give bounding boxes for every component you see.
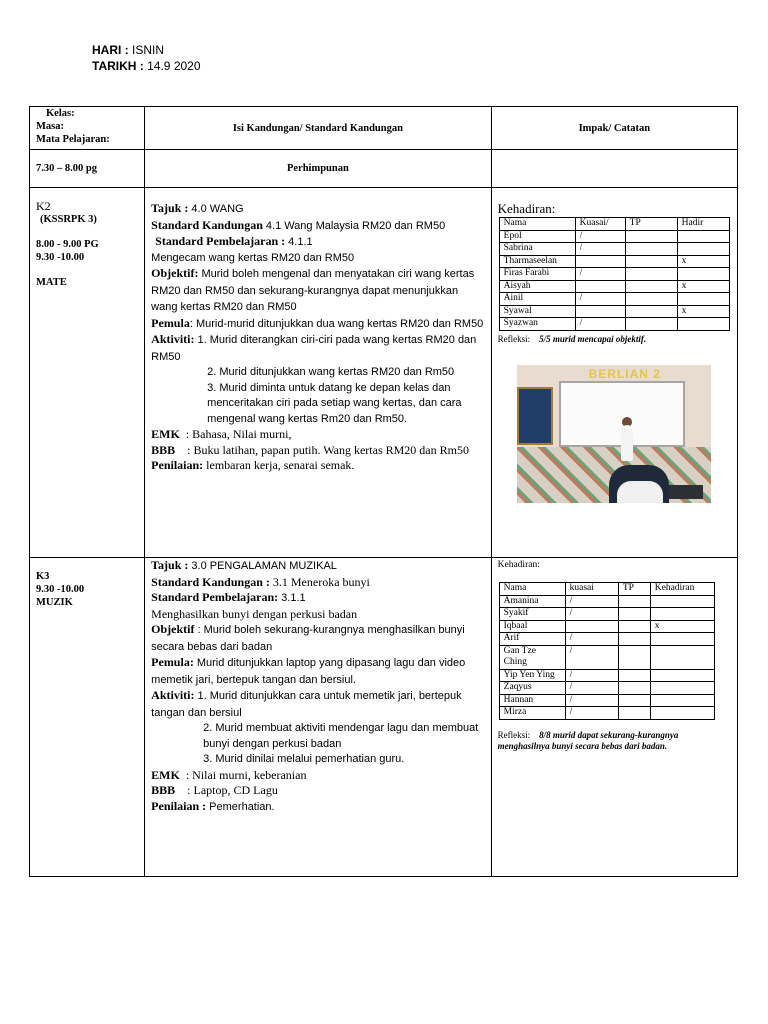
att-name: Syazwan — [499, 318, 575, 331]
k3-aktiviti-3: 3. Murid dinilai melalui pemerhatian guru. — [203, 753, 405, 765]
att-header-kuasai: Kuasai/ — [575, 218, 625, 231]
attendance-row — [499, 230, 729, 243]
k3-aktiviti-label: Aktiviti: — [151, 688, 195, 702]
k2-emk-label: EMK — [151, 427, 180, 441]
k3-sp-label: Standard Pembelajaran: — [151, 590, 279, 604]
att-name: Aisyah — [499, 280, 575, 293]
att-tp — [625, 243, 677, 256]
k3-aktiviti-2: 2. Murid membuat aktiviti mendengar lagu dan membuat bunyi dengan perkusi badan — [203, 722, 479, 750]
k3-impact-cell — [491, 558, 737, 877]
att-name: Iqbaal — [499, 620, 565, 633]
k3-pemula: Murid ditunjukkan laptop yang dipasang lagu dan video memetik jari, bertepuk tangan dan bersiul. — [151, 657, 466, 686]
attendance-row — [499, 293, 729, 306]
hari-line — [92, 43, 164, 57]
attendance-row — [499, 280, 729, 293]
att-header-kuasai: kuasai — [565, 583, 618, 596]
att-tp — [618, 682, 650, 695]
lesson-plan-table — [29, 106, 738, 877]
attendance-row — [499, 595, 714, 608]
k2-sk-code: 4.1 — [265, 219, 282, 232]
attendance-row — [499, 645, 714, 669]
att-name: Amanina — [499, 595, 565, 608]
k2-penilaian-label: Penilaian: — [151, 458, 204, 472]
k3-subject: MUZIK — [36, 597, 73, 608]
att-tp — [625, 255, 677, 268]
header-isi-kandungan: Isi Kandungan/ Standard Kandungan — [232, 122, 403, 134]
att-name: Tharmaseelan — [499, 255, 575, 268]
k2-sp-label: Standard Pembelajaran : — [155, 234, 286, 248]
photo-banner: BERLIAN 2 — [588, 366, 661, 381]
k2-sk-label: Standard Kandungan — [151, 217, 263, 232]
attendance-row — [499, 243, 729, 256]
k2-bbb: : Buku latihan, papan putih. Wang kertas RM20 dan Rm50 — [187, 442, 469, 457]
att-hadir — [677, 268, 729, 281]
k2-pemula: : Murid-murid ditunjukkan dua wang kertas RM20 dan RM50 — [189, 317, 484, 330]
attendance-row — [499, 669, 714, 682]
att-kuasai — [575, 305, 625, 318]
k3-class: K3 — [36, 571, 50, 582]
k2-penilaian: lembaran kerja, senarai semak. — [206, 458, 355, 472]
att-tp — [618, 669, 650, 682]
att-hadir — [677, 243, 729, 256]
att-hadir — [650, 707, 714, 720]
att-name: Hannan — [499, 694, 565, 707]
att-hadir — [650, 682, 714, 695]
att-kuasai — [575, 255, 625, 268]
assembly-time: 7.30 – 8.00 pg — [36, 163, 97, 174]
tarikh-value: 14.9 2020 — [147, 59, 201, 73]
k3-sk-text: 3.1 Meneroka bunyi — [272, 574, 370, 589]
att-name: Epol — [499, 230, 575, 243]
att-hadir: x — [677, 255, 729, 268]
k3-kehadiran-label: Kehadiran: — [497, 560, 540, 570]
att-tp — [618, 620, 650, 633]
k2-content-cell — [145, 188, 491, 558]
attendance-header-row — [499, 583, 714, 596]
hari-value: ISNIN — [132, 43, 165, 57]
k2-sk-text: Wang Malaysia RM20 dan RM50 — [284, 219, 446, 232]
att-name: Firas Farabi — [499, 268, 575, 281]
header-col-impact — [491, 107, 737, 150]
k2-program: (KSSRPK 3) — [40, 214, 97, 225]
att-kuasai: / — [575, 293, 625, 306]
att-hadir — [677, 293, 729, 306]
k3-class-cell — [30, 558, 145, 877]
attendance-row — [499, 620, 714, 633]
k2-impact-cell — [491, 188, 737, 558]
k3-refleksi-text: 8/8 murid dapat sekurang-kurangnya menghasilnya bunyi secara bebas dari badan. — [497, 729, 679, 751]
att-hadir — [650, 595, 714, 608]
att-name: Gan Tze Ching — [499, 645, 565, 669]
att-kuasai: / — [565, 669, 618, 682]
attendance-row — [499, 633, 714, 646]
att-tp — [618, 608, 650, 621]
k3-tajuk: 3.0 PENGALAMAN MUZIKAL — [191, 560, 337, 572]
k2-attendance-table — [499, 217, 730, 331]
k3-penilaian-label: Penilaian : — [151, 798, 207, 813]
att-name: Zaqyus — [499, 682, 565, 695]
att-hadir: x — [677, 280, 729, 293]
attendance-row — [499, 608, 714, 621]
attendance-row — [499, 305, 729, 318]
k2-pemula-label: Pemula — [151, 315, 190, 330]
k3-emk-label: EMK — [151, 767, 180, 782]
header-masa: Masa: — [36, 121, 64, 132]
att-kuasai: / — [565, 645, 618, 669]
att-tp — [625, 318, 677, 331]
att-tp — [618, 694, 650, 707]
attendance-row — [499, 694, 714, 707]
k2-sp-code: 4.1.1 — [288, 236, 313, 248]
att-name: Syawal — [499, 305, 575, 318]
k2-sp-text: Mengecam wang kertas RM20 dan RM50 — [151, 251, 355, 264]
attendance-header-row — [499, 218, 729, 231]
k3-bbb: : Laptop, CD Lagu — [187, 783, 278, 797]
att-name: Sabrina — [499, 243, 575, 256]
att-kuasai: / — [565, 694, 618, 707]
k2-refleksi-label: Refleksi: — [497, 333, 531, 344]
att-header-hadir: Hadir — [677, 218, 729, 231]
k3-refleksi-label: Refleksi: — [497, 729, 531, 740]
att-hadir — [650, 633, 714, 646]
att-header-kehadiran: Kehadiran — [650, 583, 714, 596]
k2-tajuk-label: Tajuk : — [151, 201, 189, 215]
k3-emk: : Nilai murni, keberanian — [185, 767, 307, 782]
att-header-nama: Nama — [499, 583, 565, 596]
assembly-row — [30, 150, 738, 188]
k3-bbb-label: BBB — [151, 783, 176, 797]
header-impak: Impak/ Catatan — [578, 122, 651, 134]
k2-aktiviti-label: Aktiviti: — [151, 332, 195, 346]
assembly-time-cell — [30, 150, 145, 188]
att-tp — [618, 707, 650, 720]
k3-refleksi — [498, 730, 731, 752]
header-mata-pelajaran: Mata Pelajaran: — [36, 134, 110, 145]
att-kuasai: / — [565, 633, 618, 646]
k3-objektif-label: Objektif — [151, 622, 195, 636]
att-name: Mirza — [499, 707, 565, 720]
att-tp — [625, 305, 677, 318]
k2-objektif: Murid boleh mengenal dan menyatakan ciri wang kertas RM20 dan RM50 dan sekurang-kurangnya dapat menunjukkan wang kertas RM20 dan RM50 — [151, 268, 475, 313]
table-header-row — [30, 107, 738, 150]
k2-refleksi-text: 5/5 murid mencapai objektif. — [539, 333, 647, 344]
k2-objektif-label: Objektif: — [151, 266, 199, 280]
att-kuasai: / — [565, 595, 618, 608]
k2-kehadiran-label: Kehadiran: — [497, 201, 556, 216]
attendance-row — [499, 682, 714, 695]
header-col-class — [30, 107, 145, 150]
k2-aktiviti-1: 1. Murid diterangkan ciri-ciri pada wang kertas RM20 dan RM50 — [151, 334, 477, 363]
k3-sp-text: Menghasilkan bunyi dengan perkusi badan — [151, 606, 358, 621]
att-hadir — [650, 608, 714, 621]
att-header-tp: TP — [618, 583, 650, 596]
k3-penilaian: Pemerhatian. — [209, 800, 275, 813]
tarikh-label: TARIKH : — [92, 59, 144, 73]
att-tp — [625, 230, 677, 243]
k3-attendance-table — [499, 582, 715, 720]
header-kelas: Kelas: — [46, 108, 75, 119]
att-hadir — [677, 318, 729, 331]
k3-objektif: : Murid boleh sekurang-kurangnya menghasilkan bunyi secara bebas dari badan — [151, 624, 465, 653]
photo-notice-board — [517, 387, 553, 445]
att-hadir — [650, 669, 714, 682]
att-tp — [618, 645, 650, 669]
att-kuasai: / — [565, 682, 618, 695]
att-tp — [618, 633, 650, 646]
att-name: Syakif — [499, 608, 565, 621]
photo-student — [621, 425, 633, 461]
k3-sk-label: Standard Kandungan : — [151, 574, 270, 589]
k2-aktiviti-2: 2. Murid ditunjukkan wang kertas RM20 dan Rm50 — [207, 366, 455, 378]
att-tp — [618, 595, 650, 608]
att-kuasai: / — [575, 243, 625, 256]
k2-time-2: 9.30 -10.00 — [36, 252, 85, 263]
att-name: Arif — [499, 633, 565, 646]
att-tp — [625, 280, 677, 293]
assembly-notes-cell — [491, 150, 737, 188]
att-kuasai — [565, 620, 618, 633]
att-hadir: x — [650, 620, 714, 633]
k2-bbb-label: BBB — [151, 442, 176, 457]
attendance-row — [499, 268, 729, 281]
att-hadir — [650, 694, 714, 707]
k2-emk: : Bahasa, Nilai murni, — [185, 427, 292, 441]
att-kuasai: / — [565, 707, 618, 720]
assembly-activity-cell — [145, 150, 491, 188]
k2-class: K2 — [36, 199, 51, 213]
k3-sp-code: 3.1.1 — [281, 592, 306, 604]
k3-row — [30, 558, 738, 877]
k3-pemula-label: Pemula: — [151, 655, 194, 669]
k3-aktiviti-1: 1. Murid ditunjukkan cara untuk memetik jari, bertepuk tangan dan bersiul — [151, 690, 462, 719]
att-kuasai — [575, 280, 625, 293]
attendance-row — [499, 255, 729, 268]
att-kuasai: / — [575, 230, 625, 243]
hari-label: HARI : — [92, 43, 129, 57]
classroom-photo — [517, 365, 711, 503]
att-kuasai: / — [575, 318, 625, 331]
k2-row — [30, 188, 738, 558]
k2-aktiviti-3: 3. Murid diminta untuk datang ke depan kelas dan menceritakan ciri pada setiap wang kertas, dan cara mengenal wang kertas Rm20 dan Rm50. — [207, 381, 462, 425]
k2-time-1: 8.00 - 9.00 PG — [36, 239, 99, 250]
att-hadir — [677, 230, 729, 243]
att-header-nama: Nama — [499, 218, 575, 231]
att-tp — [625, 293, 677, 306]
k2-subject: MATE — [36, 277, 67, 288]
k3-tajuk-label: Tajuk : — [151, 558, 189, 572]
att-tp — [625, 268, 677, 281]
att-name: Ainil — [499, 293, 575, 306]
att-header-tp: TP — [625, 218, 677, 231]
k2-class-cell — [30, 188, 145, 558]
k3-content-cell — [145, 558, 491, 877]
att-hadir — [650, 645, 714, 669]
attendance-row — [499, 318, 729, 331]
att-name: Yip Yen Ying — [499, 669, 565, 682]
att-kuasai: / — [575, 268, 625, 281]
attendance-row — [499, 707, 714, 720]
att-hadir: x — [677, 305, 729, 318]
k3-time: 9.30 -10.00 — [36, 584, 85, 595]
k2-tajuk: 4.0 WANG — [191, 203, 244, 215]
k2-refleksi — [498, 334, 731, 345]
tarikh-line — [92, 59, 201, 73]
assembly-activity: Perhimpunan — [286, 163, 349, 174]
photo-laptop — [669, 485, 703, 499]
att-kuasai: / — [565, 608, 618, 621]
header-col-content — [145, 107, 491, 150]
